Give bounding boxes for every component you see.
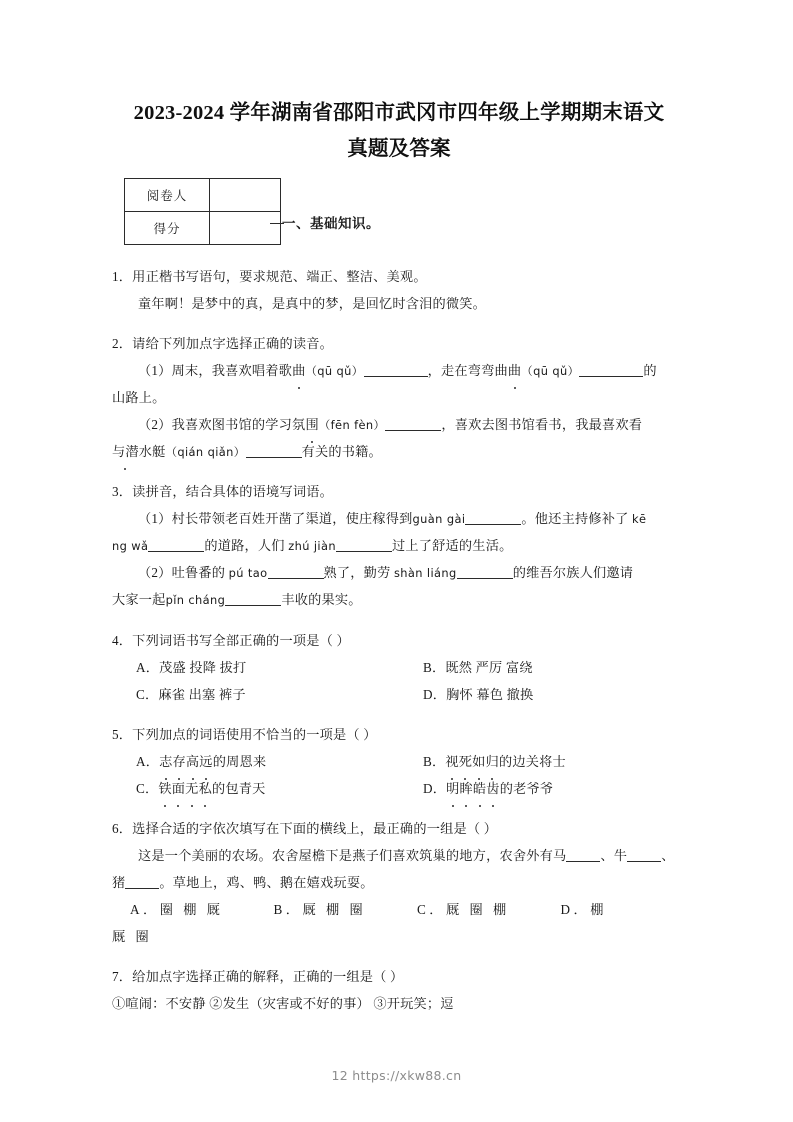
score-table — [124, 178, 281, 245]
option-letter: C． — [136, 780, 159, 796]
q2-sub2-text-a: （2）我喜欢图书馆的学习氛 — [138, 417, 306, 433]
q3-blank-6[interactable] — [225, 592, 281, 606]
question-1-stem: 1．用正楷书写语句，要求规范、端正、整洁、美观。 — [112, 268, 427, 284]
dotted-char: 皓 — [473, 775, 486, 802]
score-table-block — [112, 178, 686, 250]
section-heading — [270, 212, 380, 232]
q2-blank-1[interactable] — [364, 363, 428, 377]
q3-pinyin-4: pú tao — [228, 566, 268, 581]
q6-body-text-d: 猪 — [112, 875, 126, 890]
question-4-option-a[interactable]: A．茂盛 投降 拔打 — [136, 659, 247, 675]
option-rest-text: 的包青天 — [211, 780, 266, 796]
q3-blank-1[interactable] — [465, 511, 521, 525]
question-4-option-c[interactable]: C．麻雀 出塞 裤子 — [136, 686, 246, 702]
dotted-char: 明 — [446, 775, 459, 802]
option-rest-text: 的周恩来 — [212, 753, 267, 769]
question-6-option-a[interactable]: A．圈 棚 厩 — [130, 902, 224, 918]
dotted-char: 无 — [185, 775, 198, 802]
page-footer — [0, 1068, 793, 1083]
option-dotted-text — [159, 754, 213, 769]
question-6-option-b[interactable]: B．厩 棚 圈 — [273, 902, 367, 918]
question-2-sub-2 — [112, 411, 686, 438]
q2-sub2-text-b: ，喜欢去图书馆看书，我最喜欢看 — [441, 417, 643, 433]
q2-sub2-text-c: 水艇 — [138, 444, 166, 460]
q3-sub1-text-c: 的道路，人们 — [204, 538, 289, 554]
q3-sub2-text-e: 丰收的果实。 — [281, 592, 362, 608]
q3-pinyin-5: shàn liáng — [393, 566, 457, 581]
dotted-char: 眸 — [460, 775, 473, 802]
dotted-char: 高 — [186, 748, 199, 775]
q3-sub2-text-b: 熟了，勤劳 — [323, 565, 394, 581]
q3-sub1-text-b: 。他还主持修补了 — [521, 511, 633, 527]
title-line-1: 2023-2024 学年湖南省邵阳市武冈市四年级上学期期末语文 — [133, 102, 665, 124]
question-3-sub-1-cont — [112, 532, 686, 559]
question-5 — [112, 721, 686, 802]
dotted-char: 私 — [199, 775, 212, 802]
question-4-stem: 4．下列词语书写全部正确的一项是（ ） — [112, 632, 350, 648]
q3-pinyin-1: guàn gài — [412, 512, 466, 527]
page-title — [112, 96, 686, 168]
section-heading-label: 一、基础知识。 — [282, 215, 380, 231]
question-6-option-d[interactable]: D．棚 — [560, 902, 607, 918]
q2-dotted-char-3: 围 — [305, 411, 318, 438]
question-4-option-d[interactable]: D．胸怀 幕色 撤换 — [423, 686, 534, 702]
q3-blank-3[interactable] — [336, 538, 392, 552]
option-letter: A． — [136, 753, 160, 769]
question-3-stem: 3．读拼音，结合具体的语境写词语。 — [112, 484, 333, 500]
dotted-char: 视 — [445, 748, 458, 775]
q2-sub1-text-c: 的 — [643, 362, 657, 378]
q2-dotted-char-4: 与潜 — [112, 438, 139, 465]
question-1-body-text: 童年啊！是梦中的真，是真中的梦，是回忆时含泪的微笑。 — [138, 295, 487, 311]
question-2-sub-1 — [112, 357, 686, 384]
document-content — [112, 96, 686, 1017]
q3-sub2-text-c: 的维吾尔族人们邀请 — [512, 565, 634, 581]
question-6-option-d-tail[interactable]: 厩 圈 — [112, 929, 153, 945]
question-5-option-d[interactable] — [399, 775, 686, 802]
q3-pinyin-6: pǐn cháng — [165, 593, 226, 608]
option-row — [112, 748, 686, 775]
question-7-stem: 7．给加点字选择正确的解释，正确的一组是（ ） — [112, 969, 404, 985]
question-2 — [112, 330, 686, 465]
question-3-sub-2-cont — [112, 586, 686, 613]
dotted-char: 志 — [159, 748, 172, 775]
q2-sub1-text-b: ，走在弯弯曲 — [427, 362, 508, 378]
marker-value-cell[interactable] — [210, 178, 281, 211]
marker-label-cell: 阅卷人 — [125, 178, 210, 211]
question-6-option-c[interactable]: C．厩 圈 棚 — [417, 902, 510, 918]
option-rest-text: 的老爷爷 — [499, 780, 554, 796]
q6-blank-1[interactable] — [566, 848, 600, 862]
dotted-char: 存 — [173, 748, 186, 775]
option-dotted-text — [445, 754, 499, 769]
q2-dotted-char-1: 曲 — [292, 357, 305, 384]
question-1-body — [112, 290, 686, 317]
option-row — [112, 681, 686, 708]
q2-sub1-text-d: 山路上。 — [112, 390, 166, 405]
dotted-char: 死 — [459, 748, 472, 775]
q6-blank-2[interactable] — [627, 848, 661, 862]
dotted-char: 归 — [486, 748, 499, 775]
option-letter: B． — [423, 753, 446, 769]
question-2-sub-2-cont — [112, 438, 686, 465]
table-row — [125, 211, 281, 244]
q2-blank-4[interactable] — [246, 444, 302, 458]
question-5-option-c[interactable] — [112, 775, 399, 802]
q2-blank-3[interactable] — [385, 417, 441, 431]
score-label-cell: 得分 — [125, 211, 210, 244]
table-row — [125, 178, 281, 211]
question-4 — [112, 627, 686, 708]
q2-blank-2[interactable] — [579, 363, 643, 377]
q2-pinyin-1: （qū qǔ） — [305, 363, 364, 378]
option-row — [112, 775, 686, 802]
q6-blank-3[interactable] — [125, 875, 159, 889]
question-7 — [112, 963, 686, 1017]
question-4-option-b[interactable]: B．既然 严厉 富绕 — [423, 659, 533, 675]
option-rest-text: 的边关将士 — [498, 753, 566, 769]
question-2-stem: 2．请给下列加点字选择正确的读音。 — [112, 335, 333, 351]
title-line-2: 真题及答案 — [347, 137, 451, 160]
question-2-sub-1-cont — [112, 384, 686, 411]
q2-sub2-text-d: 有关的书籍。 — [301, 444, 382, 460]
q3-sub1-text-d: 过上了舒适的生活。 — [391, 538, 513, 554]
q3-sub2-text-d: 大家一起 — [112, 592, 166, 608]
question-6-body — [112, 842, 686, 869]
dotted-char: 如 — [472, 748, 485, 775]
dotted-char: 远 — [199, 748, 212, 775]
option-dotted-text — [158, 781, 212, 796]
q3-pinyin-3: zhú jiàn — [288, 539, 336, 554]
option-row — [112, 654, 686, 681]
q6-body-text-e: 。草地上，鸡、鸭、鹅在嬉戏玩耍。 — [159, 875, 374, 890]
q6-body-text-a: 这是一个美丽的农场。农舍屋檐下是燕子们喜欢筑巢的地方，农舍外有马 — [138, 847, 567, 863]
q3-blank-5[interactable] — [457, 565, 513, 579]
question-5-option-b[interactable] — [399, 748, 686, 775]
q6-body-text-b: 、牛 — [600, 847, 628, 863]
q3-pinyin-2a: kē — [632, 512, 647, 527]
dotted-char: 齿 — [486, 775, 499, 802]
question-5-option-a[interactable] — [112, 748, 399, 775]
q3-pinyin-2b: ng wǎ — [112, 539, 149, 554]
question-1 — [112, 263, 686, 317]
dotted-char: 铁 — [158, 775, 171, 802]
question-6 — [112, 815, 686, 950]
question-5-stem: 5．下列加点的词语使用不恰当的一项是（ ） — [112, 726, 377, 742]
question-4-options — [112, 654, 686, 708]
q2-dotted-char-2: 曲 — [508, 357, 521, 384]
q3-blank-4[interactable] — [268, 565, 324, 579]
option-dotted-text — [446, 781, 500, 796]
q2-sub1-text-a: （1）周末，我喜欢唱着歌 — [138, 362, 293, 378]
question-6-stem: 6．选择合适的字依次填写在下面的横线上，最正确的一组是（ ） — [112, 820, 498, 836]
footer-text: 12 https://xkw88.cn — [331, 1068, 462, 1083]
question-6-body-cont — [112, 869, 686, 896]
q3-sub2-text-a: （2）吐鲁番的 — [138, 565, 229, 581]
dotted-char: 面 — [172, 775, 185, 802]
q2-pinyin-3: （fēn fèn） — [318, 418, 386, 433]
q2-pinyin-2: （qū qǔ） — [521, 363, 580, 378]
option-letter: D． — [423, 780, 447, 796]
q2-pinyin-4: （qián qiǎn） — [165, 445, 246, 460]
q3-blank-2[interactable] — [148, 538, 204, 552]
question-7-body: ①喧闹：不安静 ②发生（灾害或不好的事） ③开玩笑；逗 — [112, 996, 454, 1012]
q3-sub1-text-a: （1）村长带领老百姓开凿了渠道，使庄稼得到 — [138, 511, 413, 527]
question-6-options — [112, 896, 686, 923]
q6-body-text-c: 、 — [661, 847, 675, 863]
question-5-options — [112, 748, 686, 802]
question-3-sub-2 — [112, 559, 686, 586]
question-3 — [112, 478, 686, 613]
question-3-sub-1 — [112, 505, 686, 532]
